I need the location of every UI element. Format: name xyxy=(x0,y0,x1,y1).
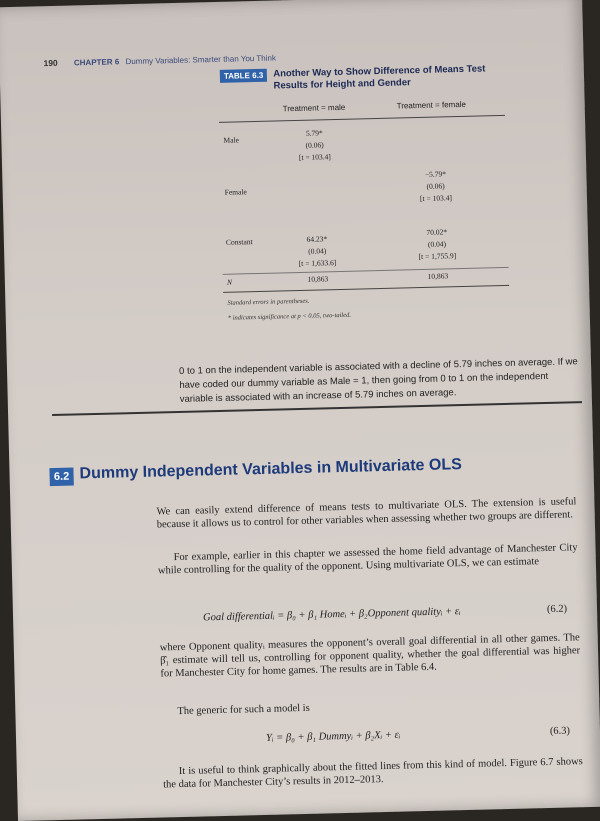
cell-n-col1 xyxy=(273,272,363,286)
tstat: [t = 1,633.6] xyxy=(298,258,337,268)
section-title: Dummy Independent Variables in Multivariate OLS xyxy=(79,456,462,483)
paragraph-continued: 0 to 1 on the independent variable is associated with a decline of 5.79 inches on average. If we have coded our dummy variable as Male = 1, then going from 0 to 1 on the independent variable is associated with an increase of 5.79 inches on average. xyxy=(178,356,578,405)
equation-6-3 xyxy=(265,725,571,744)
header-rule xyxy=(219,115,505,123)
cell-constant-col2 xyxy=(392,226,483,264)
se: (0.06) xyxy=(426,181,445,191)
coef: 70.02* xyxy=(426,227,448,237)
results-table xyxy=(218,93,514,330)
equation-6-2 xyxy=(202,603,568,624)
table-badge: TABLE 6.3 xyxy=(220,69,268,83)
page-number: 190 xyxy=(43,57,58,69)
n-value: 10,863 xyxy=(307,274,329,284)
row-label-n: N xyxy=(226,277,233,287)
row-label-female: Female xyxy=(224,187,247,197)
body-paragraph-3: where Opponent qualityᵢ measures the opponent’s overall goal differential in all other games. The β̂₁ estimate will tell us, controlling for opponent quality, whether the goal differential was higher for Manchester City for home games. The results are in Table 6.4. xyxy=(159,632,581,680)
tstat: [t = 1,755.9] xyxy=(418,251,457,262)
coef: 64.23* xyxy=(306,234,328,244)
coef: −5.79* xyxy=(424,169,447,179)
body-paragraph-2: For example, earlier in this chapter we assessed the home field advantage of Manchester City while controlling for the quality of the opponent. Using multivariate OLS, we can estimate xyxy=(157,542,578,577)
equation-text: Goal differentialᵢ = β₀ + β₁ Homeᵢ + β₂Opponent qualityᵢ + εᵢ xyxy=(202,606,461,624)
chapter-title: Dummy Variables: Smarter than You Think xyxy=(125,53,277,67)
chapter-label: CHAPTER 6 xyxy=(73,57,120,68)
equation-text: Yᵢ = β₀ + β₁ Dummyᵢ + β₂Xᵢ + εᵢ xyxy=(265,729,401,744)
se: (0.04) xyxy=(308,246,327,256)
row-label-male: Male xyxy=(223,135,239,145)
body-paragraph-4: The generic for such a model is xyxy=(177,702,310,718)
cell-female-col2 xyxy=(390,168,481,206)
equation-number: (6.2) xyxy=(546,603,568,616)
section-number: 6.2 xyxy=(49,468,73,487)
body-paragraph-5: It is useful to think graphically about the fitted lines from this kind of model. Figure 6.7 shows the data for Manchester City’s results in 2012–2013. xyxy=(163,756,583,791)
coef: 5.79* xyxy=(305,128,323,138)
n-value: 10,863 xyxy=(427,271,449,281)
body-paragraph-1: We can easily extend difference of means tests to multivariate OLS. The extension is useful because it allows us to control for other variables when assessing whether two groups are different. xyxy=(156,496,577,531)
row-label-constant: Constant xyxy=(225,237,253,247)
equation-number: (6.3) xyxy=(549,725,571,737)
tstat: [t = 103.4] xyxy=(419,193,453,204)
tstat: [t = 103.4] xyxy=(298,152,331,162)
cell-n-col2 xyxy=(393,269,483,283)
table-title: Another Way to Show Difference of Means Test Results for Height and Gender xyxy=(273,63,486,92)
table-caption xyxy=(220,63,510,94)
bottom-rule xyxy=(223,285,509,293)
se: (0.06) xyxy=(305,140,324,150)
cell-constant-col1 xyxy=(272,232,363,270)
cell-male-col1 xyxy=(269,126,360,164)
column-header-male: Treatment = male xyxy=(282,102,346,114)
se: (0.04) xyxy=(427,239,447,249)
table-note-se: Standard errors in parentheses. xyxy=(227,297,310,307)
table-note-significance: * indicates significance at p < 0.05, two-tailed. xyxy=(227,311,352,322)
column-header-female: Treatment = female xyxy=(396,99,467,111)
